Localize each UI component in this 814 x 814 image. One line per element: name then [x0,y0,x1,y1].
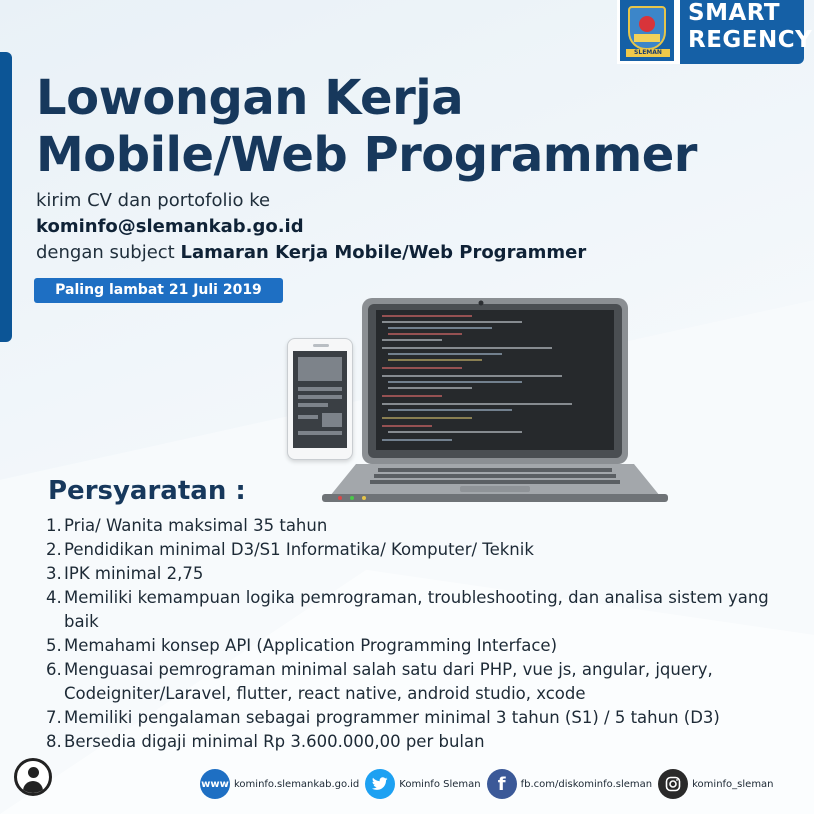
item-text: IPK minimal 2,75 [64,564,204,583]
email-subject: Lamaran Kerja Mobile/Web Programmer [180,242,587,263]
item-text: Memahami konsep API (Application Programming Interface) [64,636,558,655]
contact-email: kominfo@slemankab.go.id [36,216,304,237]
twitter-link[interactable] [365,769,480,799]
badge-line-1: SMART [688,0,781,26]
social-footer [200,766,786,802]
item-number: 1. [46,516,62,535]
title-line-1: Lowongan Kerja [36,70,464,126]
application-instructions [36,188,586,266]
sleman-logo [617,0,677,64]
item-number: 4. [46,588,62,607]
item-number: 8. [46,732,62,751]
list-item [46,562,806,586]
website-link[interactable] [200,769,359,799]
item-text: Pria/ Wanita maksimal 35 tahun [64,516,328,535]
subject-prefix: dengan subject [36,242,181,263]
laptop-illustration [322,296,668,506]
requirements-heading: Persyaratan : [48,476,246,506]
item-text: Memiliki kemampuan logika pemrograman, troubleshooting, dan analisa sistem yang baik [64,588,769,631]
shield-icon [628,6,666,50]
facebook-icon: f [487,769,517,799]
list-item [46,706,806,730]
www-icon: www [200,769,230,799]
website-label: kominfo.slemankab.go.id [234,778,360,790]
requirements-list [46,514,806,754]
facebook-label: fb.com/diskominfo.sleman [520,778,653,790]
left-accent-bar [0,52,12,342]
page-title [36,70,736,184]
item-number: 6. [46,660,62,679]
smart-regency-badge [617,0,813,64]
item-number: 5. [46,636,62,655]
instagram-label: kominfo_sleman [692,778,774,790]
deadline-banner: Paling lambat 21 Juli 2019 [34,278,283,303]
item-number: 2. [46,540,62,559]
list-item [46,634,806,658]
item-number: 3. [46,564,62,583]
item-text: Bersedia digaji minimal Rp 3.600.000,00 per bulan [64,732,485,751]
title-line-2: Mobile/Web Programmer [36,127,697,183]
facebook-link[interactable] [487,769,653,799]
avatar[interactable] [14,758,52,796]
item-text: Memiliki pengalaman sebagai programmer minimal 3 tahun (S1) / 5 tahun (D3) [64,708,720,727]
item-number: 7. [46,708,62,727]
twitter-icon [365,769,395,799]
list-item [46,586,806,634]
list-item [46,658,806,706]
item-text: Pendidikan minimal D3/S1 Informatika/ Komputer/ Teknik [64,540,534,559]
instagram-link[interactable] [658,769,773,799]
badge-text [677,0,813,64]
intro-line-1: kirim CV dan portofolio ke [36,190,271,211]
logo-ribbon: SLEMAN [626,49,670,57]
badge-line-2: REGENCY [688,27,813,53]
instagram-icon [658,769,688,799]
item-text: Menguasai pemrograman minimal salah satu dari PHP, vue js, angular, jquery, Codeigniter/Laravel, flutter, react native, android studio, xcode [64,660,713,703]
list-item [46,538,806,562]
list-item [46,730,806,754]
list-item [46,514,806,538]
twitter-label: Kominfo Sleman [399,778,481,790]
